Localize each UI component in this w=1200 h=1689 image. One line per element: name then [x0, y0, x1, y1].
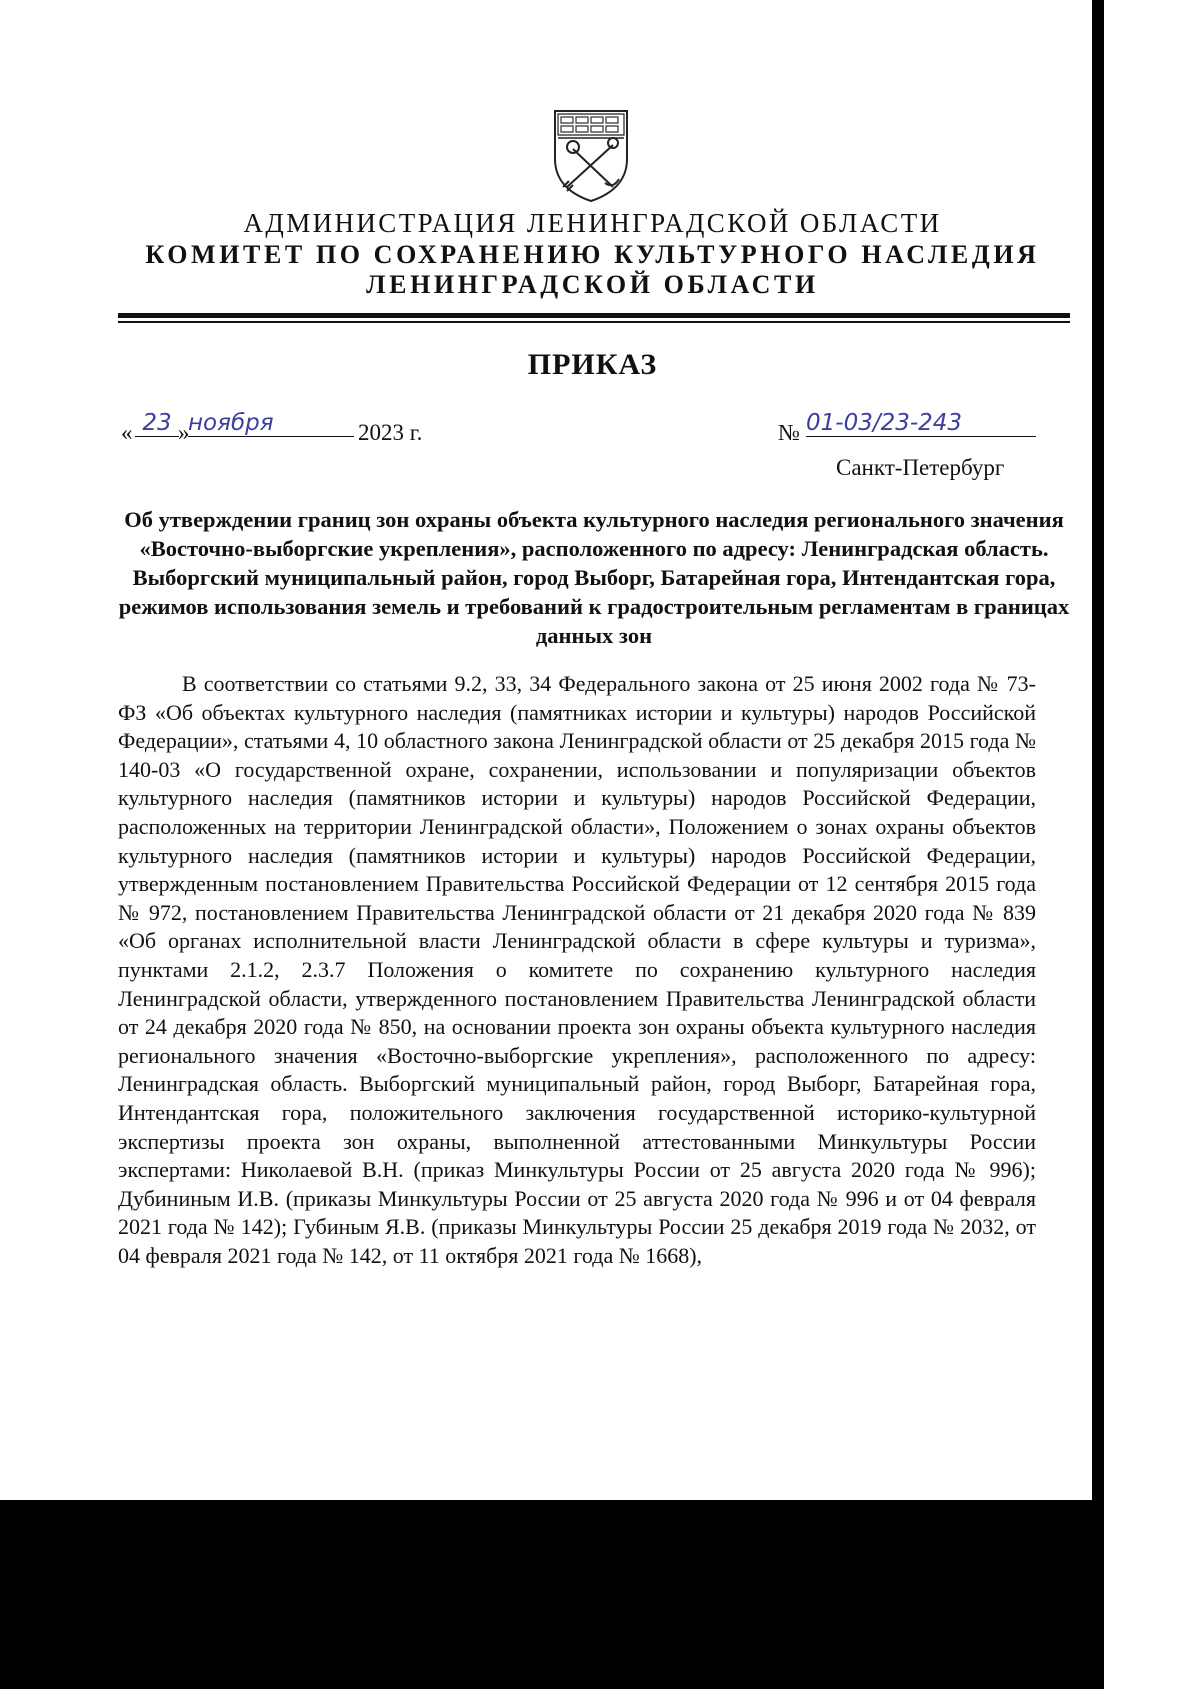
coat-of-arms-emblem [551, 107, 631, 203]
date-quote-close: » [178, 420, 190, 445]
header-divider-thin [118, 321, 1070, 323]
date-quote-open: « [121, 420, 133, 445]
organization-name-line1: АДМИНИСТРАЦИЯ ЛЕНИНГРАДСКОЙ ОБЛАСТИ [243, 208, 942, 238]
date-day-handwritten: 23 [135, 410, 179, 437]
document-number-label: № [778, 420, 800, 445]
body-paragraph: В соответствии со статьями 9.2, 33, 34 Федерального закона от 25 июня 2002 года № 73-ФЗ «Об объектах культурного наследия (памятниках истории и культуры) народов Российской Федерации», статьями 4, 10 областного закона Ленинградской области от 25 декабря 2015 года № 140-03 «О государственной охране, сохранении, использовании и популяризации объектов культурного наследия (памятников истории и культуры) народов Российской Федерации, расположенных на территории Ленинградской области», Положением о зонах охраны объектов культурного наследия (памятников истории и культуры) народов Российской Федерации, утвержденным постановлением Правительства Российской Федерации от 12 сентября 2015 года № 972, постановлением Правительства Ленинградской области от 21 декабря 2020 года № 839 «Об органах исполнительной власти Ленинградской области в сфере культуры и туризма», пунктами 2.1.2, 2.3.7 Положения о комитете по сохранению культурного наследия Ленинградской области, утвержденного постановлением Правительства Ленинградской области от 24 декабря 2020 года № 850, на основании проекта зон охраны объекта культурного наследия регионального значения «Восточно-выборгские укрепления», расположенного по адресу: Ленинградская область. Выборгский муниципальный район, город Выборг, Батарейная гора, Интендантская гора, положительного заключения государственной историко-культурной экспертизы проекта зон охраны, выполненной аттестованными Минкультуры России экспертами: Николаевой В.Н. (приказ Минкультуры России от 25 августа 2020 года № 996); Дубининым И.В. (приказы Минкультуры России от 25 августа 2020 года № 996 и от 04 февраля 2021 года № 142); Губиным Я.В. (приказы Минкультуры России 25 декабря 2019 года № 2032, от 04 февраля 2021 года № 142, от 11 октября 2021 года № 1668), [118, 671, 1036, 1268]
organization-name-line3: ЛЕНИНГРАДСКОЙ ОБЛАСТИ [366, 270, 819, 299]
scan-border-right [1092, 0, 1104, 1500]
document-type-heading: ПРИКАЗ [527, 348, 658, 381]
header-divider-thick [118, 313, 1070, 318]
document-city: Санкт-Петербург [836, 455, 1005, 480]
document-title: Об утверждении границ зон охраны объекта культурного наследия регионального значения «Восточно-выборгские укрепления», расположенного по адресу: Ленинградская область. Выборгский муниципальный район, город Выборг, Батарейная гора, Интендантская гора, режимов использования земель и требований к градостроительным регламентам в границах данных зон [118, 507, 1070, 648]
scan-border-bottom [0, 1500, 1104, 1689]
date-month-handwritten: ноября [188, 410, 354, 437]
document-number-handwritten: 01-03/23-243 [806, 410, 1036, 437]
date-year: 2023 г. [358, 420, 423, 445]
organization-name-line2: КОМИТЕТ ПО СОХРАНЕНИЮ КУЛЬТУРНОГО НАСЛЕДИЯ [145, 240, 1040, 269]
